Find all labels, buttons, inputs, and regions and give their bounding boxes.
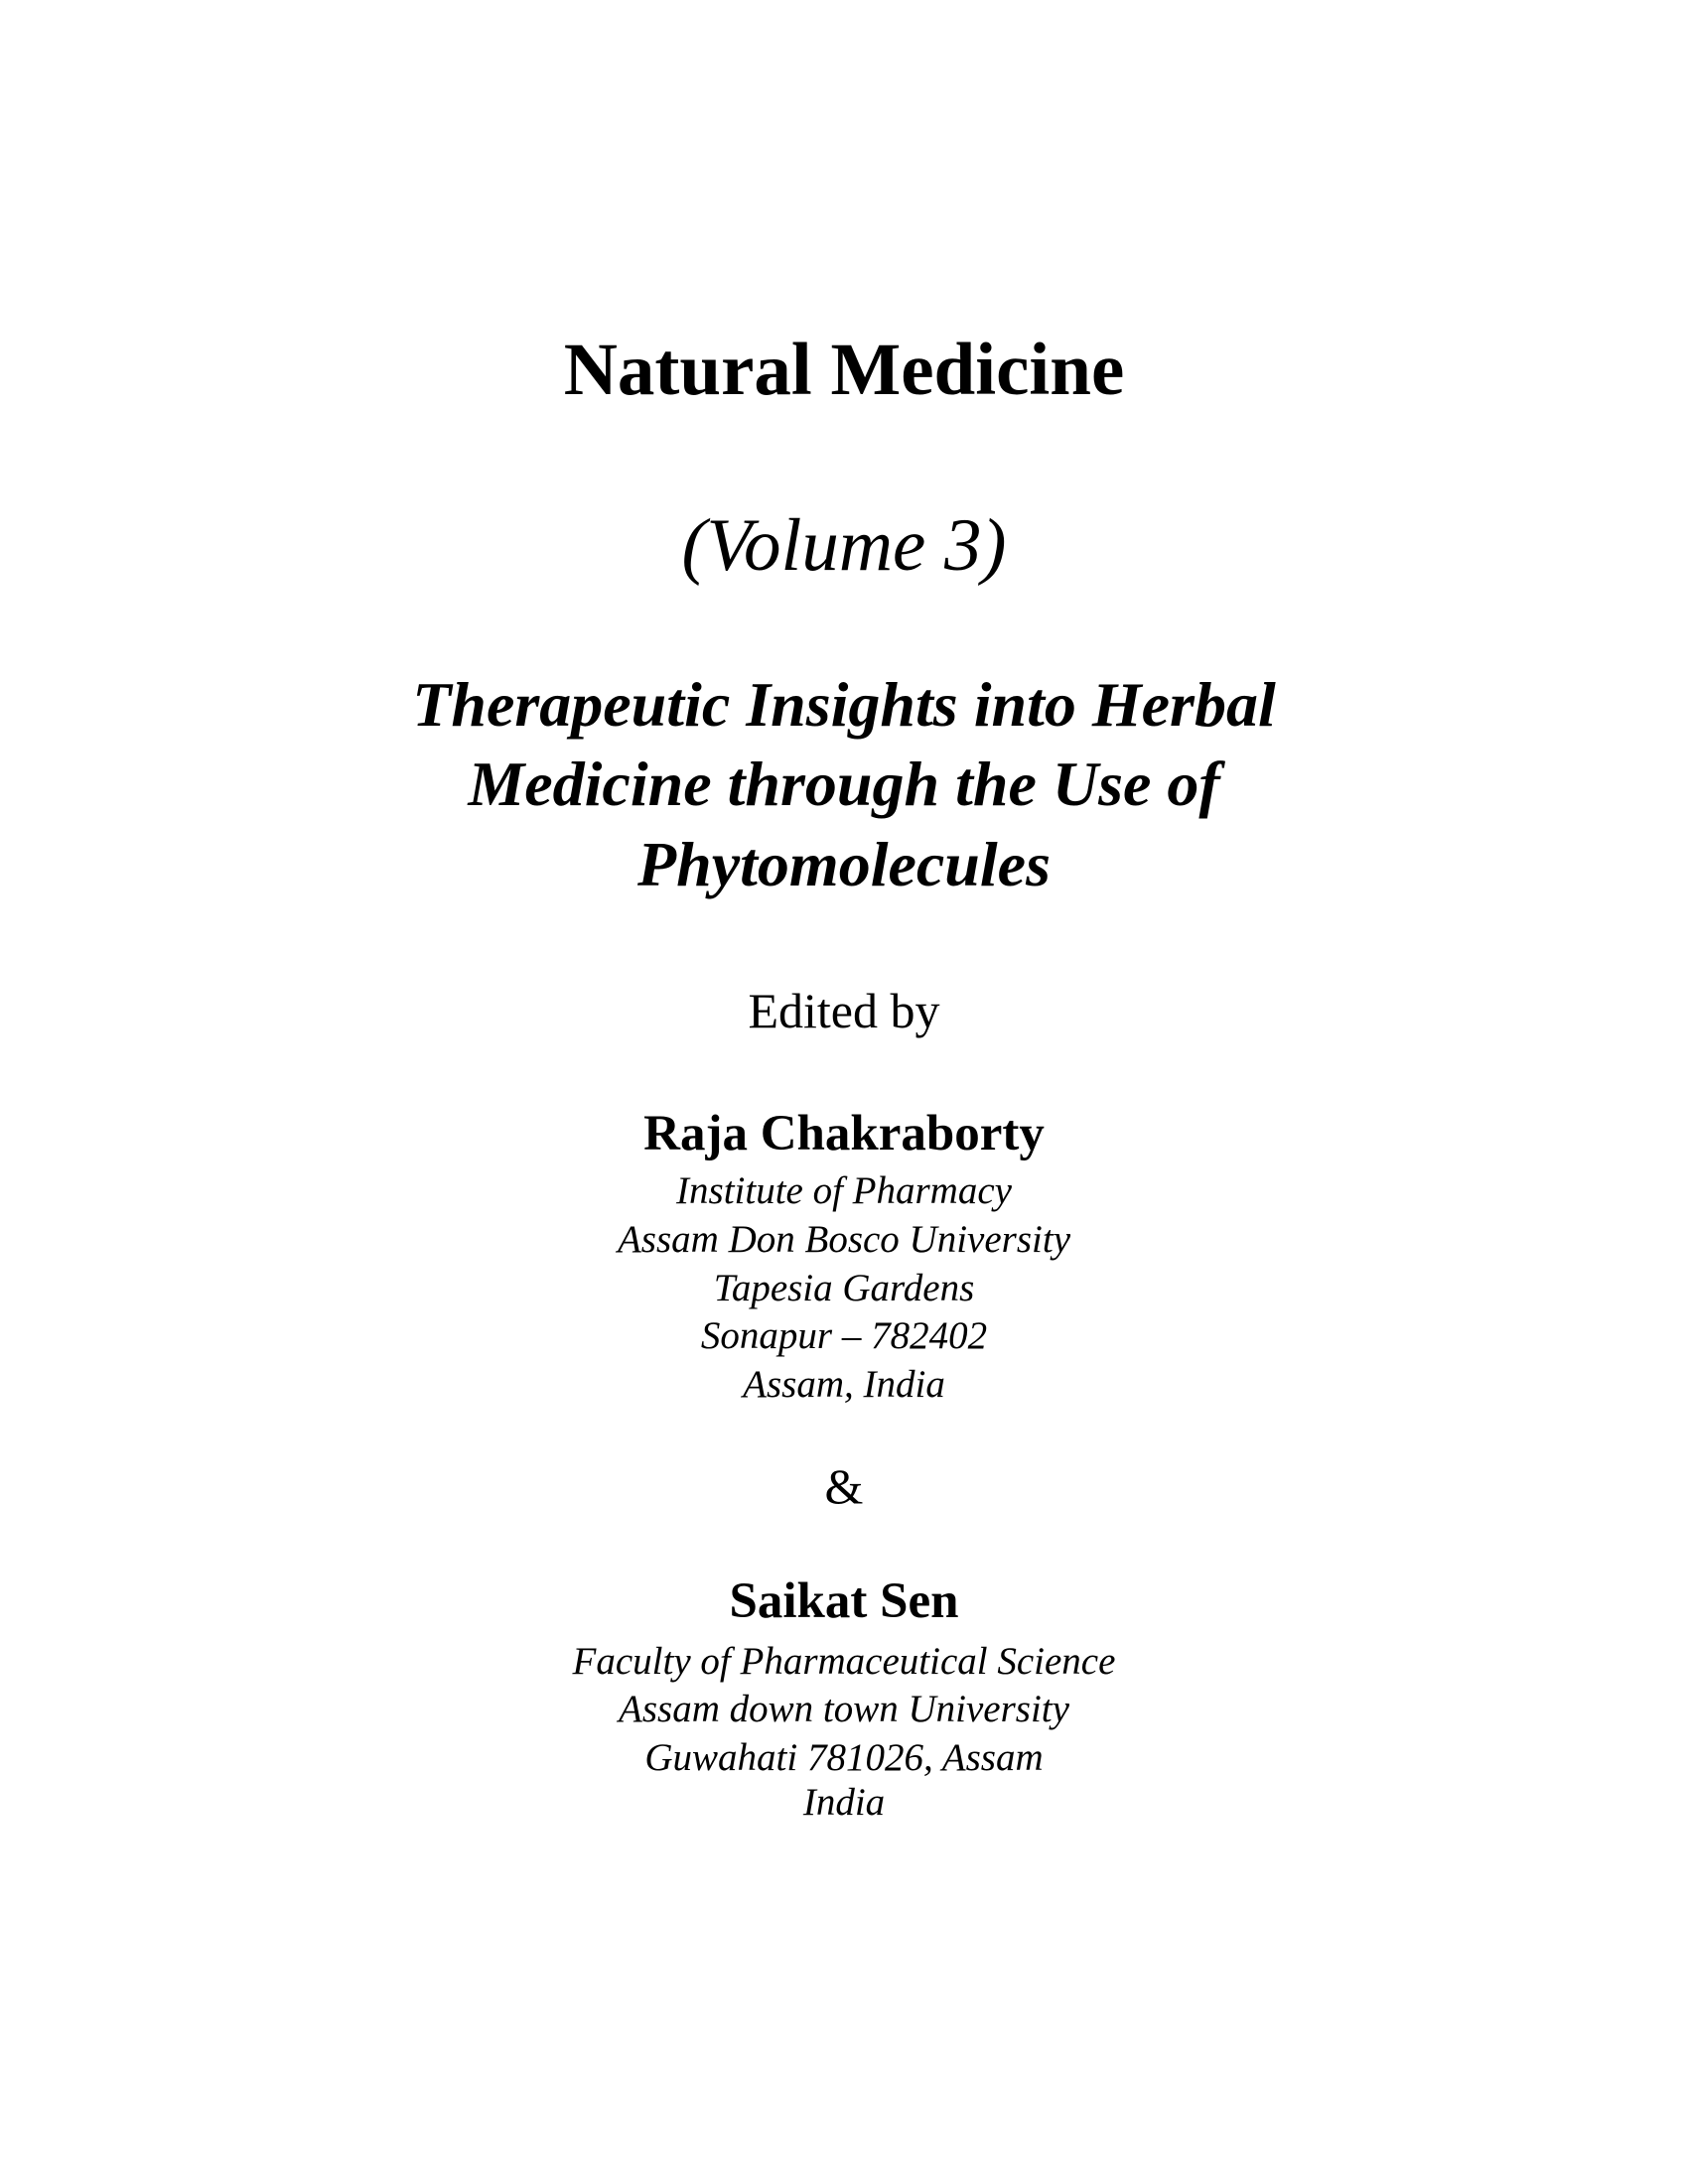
volume-number: (Volume 3) <box>681 504 1007 587</box>
editor-affiliation-line: Assam, India <box>743 1363 945 1406</box>
book-title: Natural Medicine <box>563 329 1125 411</box>
editor-affiliation-line: Tapesia Gardens <box>713 1267 975 1309</box>
editor-affiliation-line: Assam down town University <box>619 1688 1069 1730</box>
editor-affiliation-line: Institute of Pharmacy <box>676 1169 1012 1212</box>
editor-name: Saikat Sen <box>729 1573 959 1629</box>
editor-affiliation-line: India <box>802 1781 886 1824</box>
subtitle-line: Phytomolecules <box>637 829 1051 899</box>
editor-affiliation-line: Faculty of Pharmaceutical Science <box>572 1640 1116 1683</box>
editor-affiliation-line: Sonapur – 782402 <box>700 1314 988 1357</box>
subtitle-line: Therapeutic Insights into Herbal <box>412 669 1276 740</box>
subtitle-line: Medicine through the Use of <box>468 749 1220 819</box>
editor-separator: & <box>824 1458 864 1514</box>
editor-affiliation-line: Guwahati 781026, Assam <box>644 1736 1044 1779</box>
editor-name: Raja Chakraborty <box>643 1106 1045 1161</box>
edited-by-label: Edited by <box>748 983 940 1038</box>
editor-affiliation-line: Assam Don Bosco University <box>617 1218 1071 1261</box>
